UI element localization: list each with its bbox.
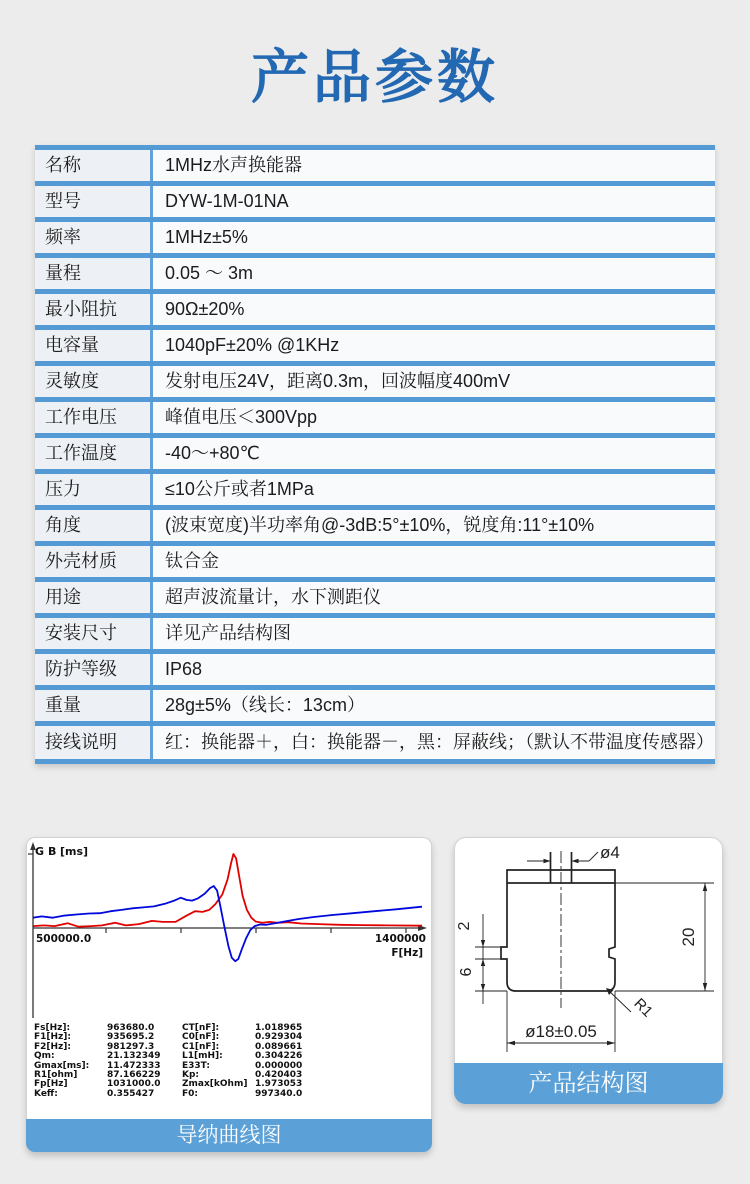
arrow-icon (607, 1041, 615, 1045)
spec-row (35, 685, 715, 721)
param-row (27, 1062, 431, 1071)
spec-label: 角度 (35, 510, 153, 541)
param-value: 1031000.0 (107, 1079, 161, 1090)
param-value: 21.132349 (107, 1051, 161, 1062)
spec-value: 1MHz±5% (153, 222, 715, 253)
spec-row (35, 253, 715, 289)
admittance-curves (33, 854, 422, 961)
param-row (27, 1033, 431, 1042)
dim-body-height-label: 20 (679, 927, 698, 947)
spec-row (35, 181, 715, 217)
legend-b-label: B (48, 845, 57, 858)
spec-value: 红：换能器＋，白：换能器－，黑：屏蔽线；（默认不带温度传感器） (153, 726, 715, 759)
param-label: Zmax[kOhm] (182, 1079, 248, 1090)
spec-row (35, 289, 715, 325)
param-label: Gmax[ms]: (34, 1060, 90, 1071)
x-axis-max-label: 1400000 (374, 933, 426, 945)
dim-groove-bottom-label: 6 (458, 967, 475, 977)
param-row (27, 1043, 431, 1052)
param-value: 0.000000 (255, 1060, 303, 1071)
spec-label: 电容量 (35, 330, 153, 361)
param-value: 0.420403 (255, 1069, 303, 1080)
spec-table (35, 145, 715, 764)
dim-body-dia-label: ø18±0.05 (525, 1022, 597, 1041)
param-value: 1.973053 (255, 1079, 303, 1090)
spec-value: 超声波流量计，水下测距仪 (153, 582, 715, 613)
spec-value: 峰值电压＜300Vpp (153, 402, 715, 433)
spec-label: 型号 (35, 186, 153, 217)
x-axis-min-label: 500000.0 (36, 933, 92, 945)
param-value: 1.018965 (255, 1023, 303, 1033)
spec-row (35, 577, 715, 613)
spec-row (35, 433, 715, 469)
spec-value: 90Ω±20% (153, 294, 715, 325)
dim-cable-leader (589, 852, 598, 861)
arrow-icon (703, 883, 707, 891)
param-label: C0[nF]: (182, 1032, 220, 1043)
param-value: 997340.0 (255, 1088, 303, 1099)
x-axis-title: F[Hz] (391, 947, 423, 959)
spec-row (35, 469, 715, 505)
param-label: CT[nF]: (182, 1023, 220, 1033)
spec-label: 接线说明 (35, 726, 153, 759)
param-value: 0.355427 (107, 1088, 155, 1099)
spec-row (35, 217, 715, 253)
curve-B (33, 886, 422, 961)
spec-value: IP68 (153, 654, 715, 685)
admittance-chart-card (26, 837, 432, 1152)
param-value: 0.929304 (255, 1032, 303, 1043)
spec-value: 钛合金 (153, 546, 715, 577)
legend-g-label: G (35, 845, 45, 858)
chart-parameters-table (27, 1024, 431, 1099)
param-value: 935695.2 (107, 1032, 155, 1043)
spec-label: 最小阻抗 (35, 294, 153, 325)
spec-label: 工作电压 (35, 402, 153, 433)
spec-value: 28g±5%（线长：13cm） (153, 690, 715, 721)
structure-drawing (455, 838, 722, 1062)
spec-row (35, 505, 715, 541)
param-row (27, 1080, 431, 1089)
param-value: 0.089661 (255, 1041, 303, 1052)
spec-label: 外壳材质 (35, 546, 153, 577)
spec-label: 灵敏度 (35, 366, 153, 397)
spec-value: -40～+80℃ (153, 438, 715, 469)
arrow-icon (544, 859, 551, 863)
spec-value: 0.05 ～ 3m (153, 258, 715, 289)
spec-row (35, 361, 715, 397)
spec-label: 用途 (35, 582, 153, 613)
dim-corner-radius-label: R1 (630, 995, 656, 1021)
spec-label: 量程 (35, 258, 153, 289)
spec-label: 频率 (35, 222, 153, 253)
dim-groove-height-label: 2 (456, 921, 473, 931)
spec-row (35, 649, 715, 685)
param-label: E33T: (182, 1060, 210, 1071)
dim-cable-dia-label: ø4 (600, 843, 620, 862)
param-label: C1[nF]: (182, 1041, 220, 1052)
param-label: Fs[Hz]: (34, 1023, 71, 1033)
arrow-icon (572, 859, 579, 863)
legend-unit-label: [ms] (60, 845, 89, 858)
spec-label: 安装尺寸 (35, 618, 153, 649)
arrow-icon (481, 940, 485, 947)
arrow-icon (703, 983, 707, 991)
page-title: 产品参数 (250, 45, 499, 110)
arrow-icon (481, 984, 485, 991)
spec-row (35, 397, 715, 433)
x-axis-ticks (106, 928, 406, 933)
param-row (27, 1090, 431, 1099)
spec-value: 发射电压24V，距离0.3m，回波幅度400mV (153, 366, 715, 397)
param-label: F1[Hz]: (34, 1032, 72, 1043)
param-value: 87.166229 (107, 1069, 161, 1080)
param-label: R1[ohm] (34, 1069, 78, 1080)
spec-label: 名称 (35, 150, 153, 181)
admittance-chart (27, 840, 431, 1024)
spec-label: 重量 (35, 690, 153, 721)
param-label: Qm: (34, 1051, 55, 1062)
curve-G (33, 854, 422, 927)
spec-label: 压力 (35, 474, 153, 505)
spec-label: 防护等级 (35, 654, 153, 685)
spec-value: 1MHz水声换能器 (153, 150, 715, 181)
param-label: L1[mH]: (182, 1051, 223, 1062)
param-label: Fp[Hz] (34, 1079, 68, 1090)
spec-label: 工作温度 (35, 438, 153, 469)
spec-value: 详见产品结构图 (153, 618, 715, 649)
spec-row (35, 325, 715, 361)
param-label: Keff: (34, 1088, 58, 1099)
param-label: F2[Hz]: (34, 1041, 72, 1052)
spec-value: 1040pF±20% @1KHz (153, 330, 715, 361)
chart-caption-bar: 导纳曲线图 (26, 1119, 432, 1152)
param-value: 963680.0 (107, 1023, 155, 1033)
param-label: F0: (182, 1088, 199, 1099)
spec-row (35, 541, 715, 577)
param-label: Kp: (182, 1069, 200, 1080)
spec-row (35, 613, 715, 649)
param-value: 11.472333 (107, 1060, 161, 1071)
param-value: 0.304226 (255, 1051, 303, 1062)
spec-row (35, 721, 715, 759)
transducer-body-outline (501, 870, 615, 991)
spec-row (35, 145, 715, 181)
structure-caption-bar: 产品结构图 (454, 1063, 723, 1104)
structure-diagram-card (454, 837, 723, 1104)
param-row (27, 1024, 431, 1033)
arrow-icon (507, 1041, 515, 1045)
spec-value: DYW-1M-01NA (153, 186, 715, 217)
arrow-icon (481, 959, 485, 966)
param-value: 981297.3 (107, 1041, 155, 1052)
spec-value: (波束宽度)半功率角@-3dB:5°±10%，锐度角:11°±10% (153, 510, 715, 541)
spec-value: ≤10公斤或者1MPa (153, 474, 715, 505)
